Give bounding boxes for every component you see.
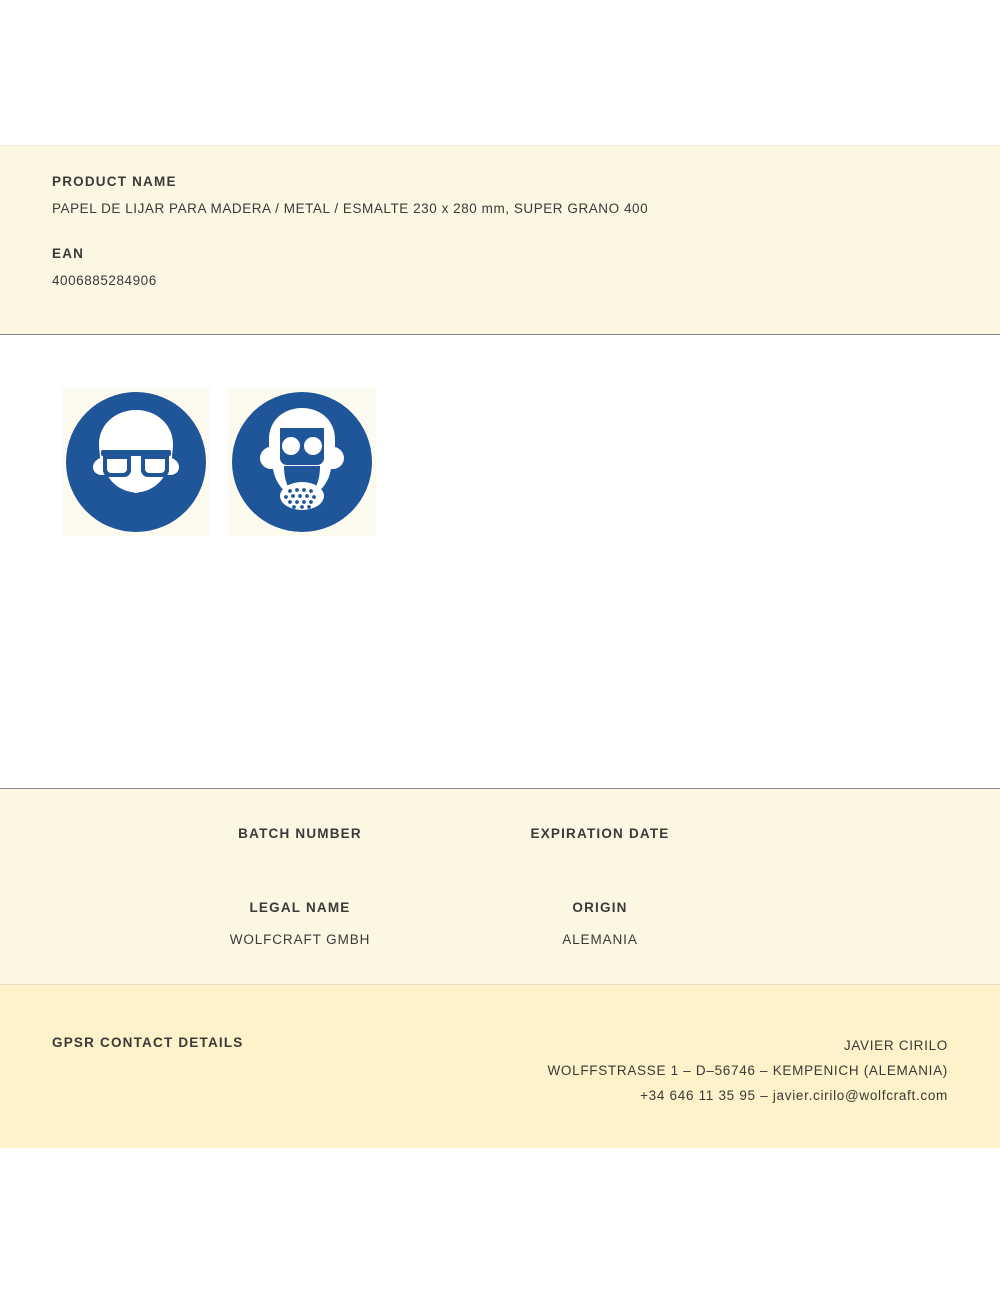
pictogram-area	[0, 336, 1000, 788]
legal-name-header	[150, 899, 450, 917]
origin-label: ORIGIN	[572, 900, 628, 915]
ean-label: EAN	[52, 246, 85, 261]
gpsr-contact-band	[0, 985, 1000, 1148]
product-info-inner	[0, 146, 1000, 288]
origin-value-cell	[450, 931, 750, 949]
origin-header	[450, 899, 750, 917]
info-row-values-1	[0, 843, 1000, 861]
ean-value: 4006885284906	[52, 273, 157, 288]
legal-name-value: WOLFCRAFT GMBH	[229, 932, 371, 947]
eye-protection-icon	[62, 388, 210, 536]
legal-name-label: LEGAL NAME	[249, 900, 351, 915]
respiratory-protection-icon	[228, 388, 376, 536]
product-name-label: PRODUCT NAME	[52, 174, 177, 189]
info-grid	[0, 789, 1000, 949]
batch-number-label: BATCH NUMBER	[238, 826, 362, 841]
legal-name-value-cell	[150, 931, 450, 949]
gpsr-contact-address: WOLFFSTRASSE 1 – D–56746 – KEMPENICH (ALEMANIA)	[547, 1063, 948, 1078]
info-row-headers-2	[0, 861, 1000, 917]
pictogram-row	[62, 388, 376, 536]
info-row-values-2	[0, 917, 1000, 949]
product-info-block	[0, 145, 1000, 335]
product-name-value: PAPEL DE LIJAR PARA MADERA / METAL / ESMALTE 230 x 280 mm, SUPER GRANO 400	[52, 201, 649, 216]
field-spacer	[52, 216, 948, 246]
info-row-headers-1	[0, 789, 1000, 843]
gpsr-contact-name: JAVIER CIRILO	[843, 1038, 948, 1053]
gpsr-contact-lines	[547, 1033, 948, 1108]
footer-whitespace	[0, 1148, 1000, 1300]
gpsr-contact-label: GPSR CONTACT DETAILS	[52, 1035, 244, 1050]
gpsr-contact-phone-email: +34 646 11 35 95 – javier.cirilo@wolfcraft.com	[640, 1088, 948, 1103]
origin-value: ALEMANIA	[562, 932, 638, 947]
expiration-date-label: EXPIRATION DATE	[530, 826, 670, 841]
expiration-date-header	[450, 825, 750, 843]
batch-number-header	[150, 825, 450, 843]
batch-legal-info-band	[0, 788, 1000, 985]
